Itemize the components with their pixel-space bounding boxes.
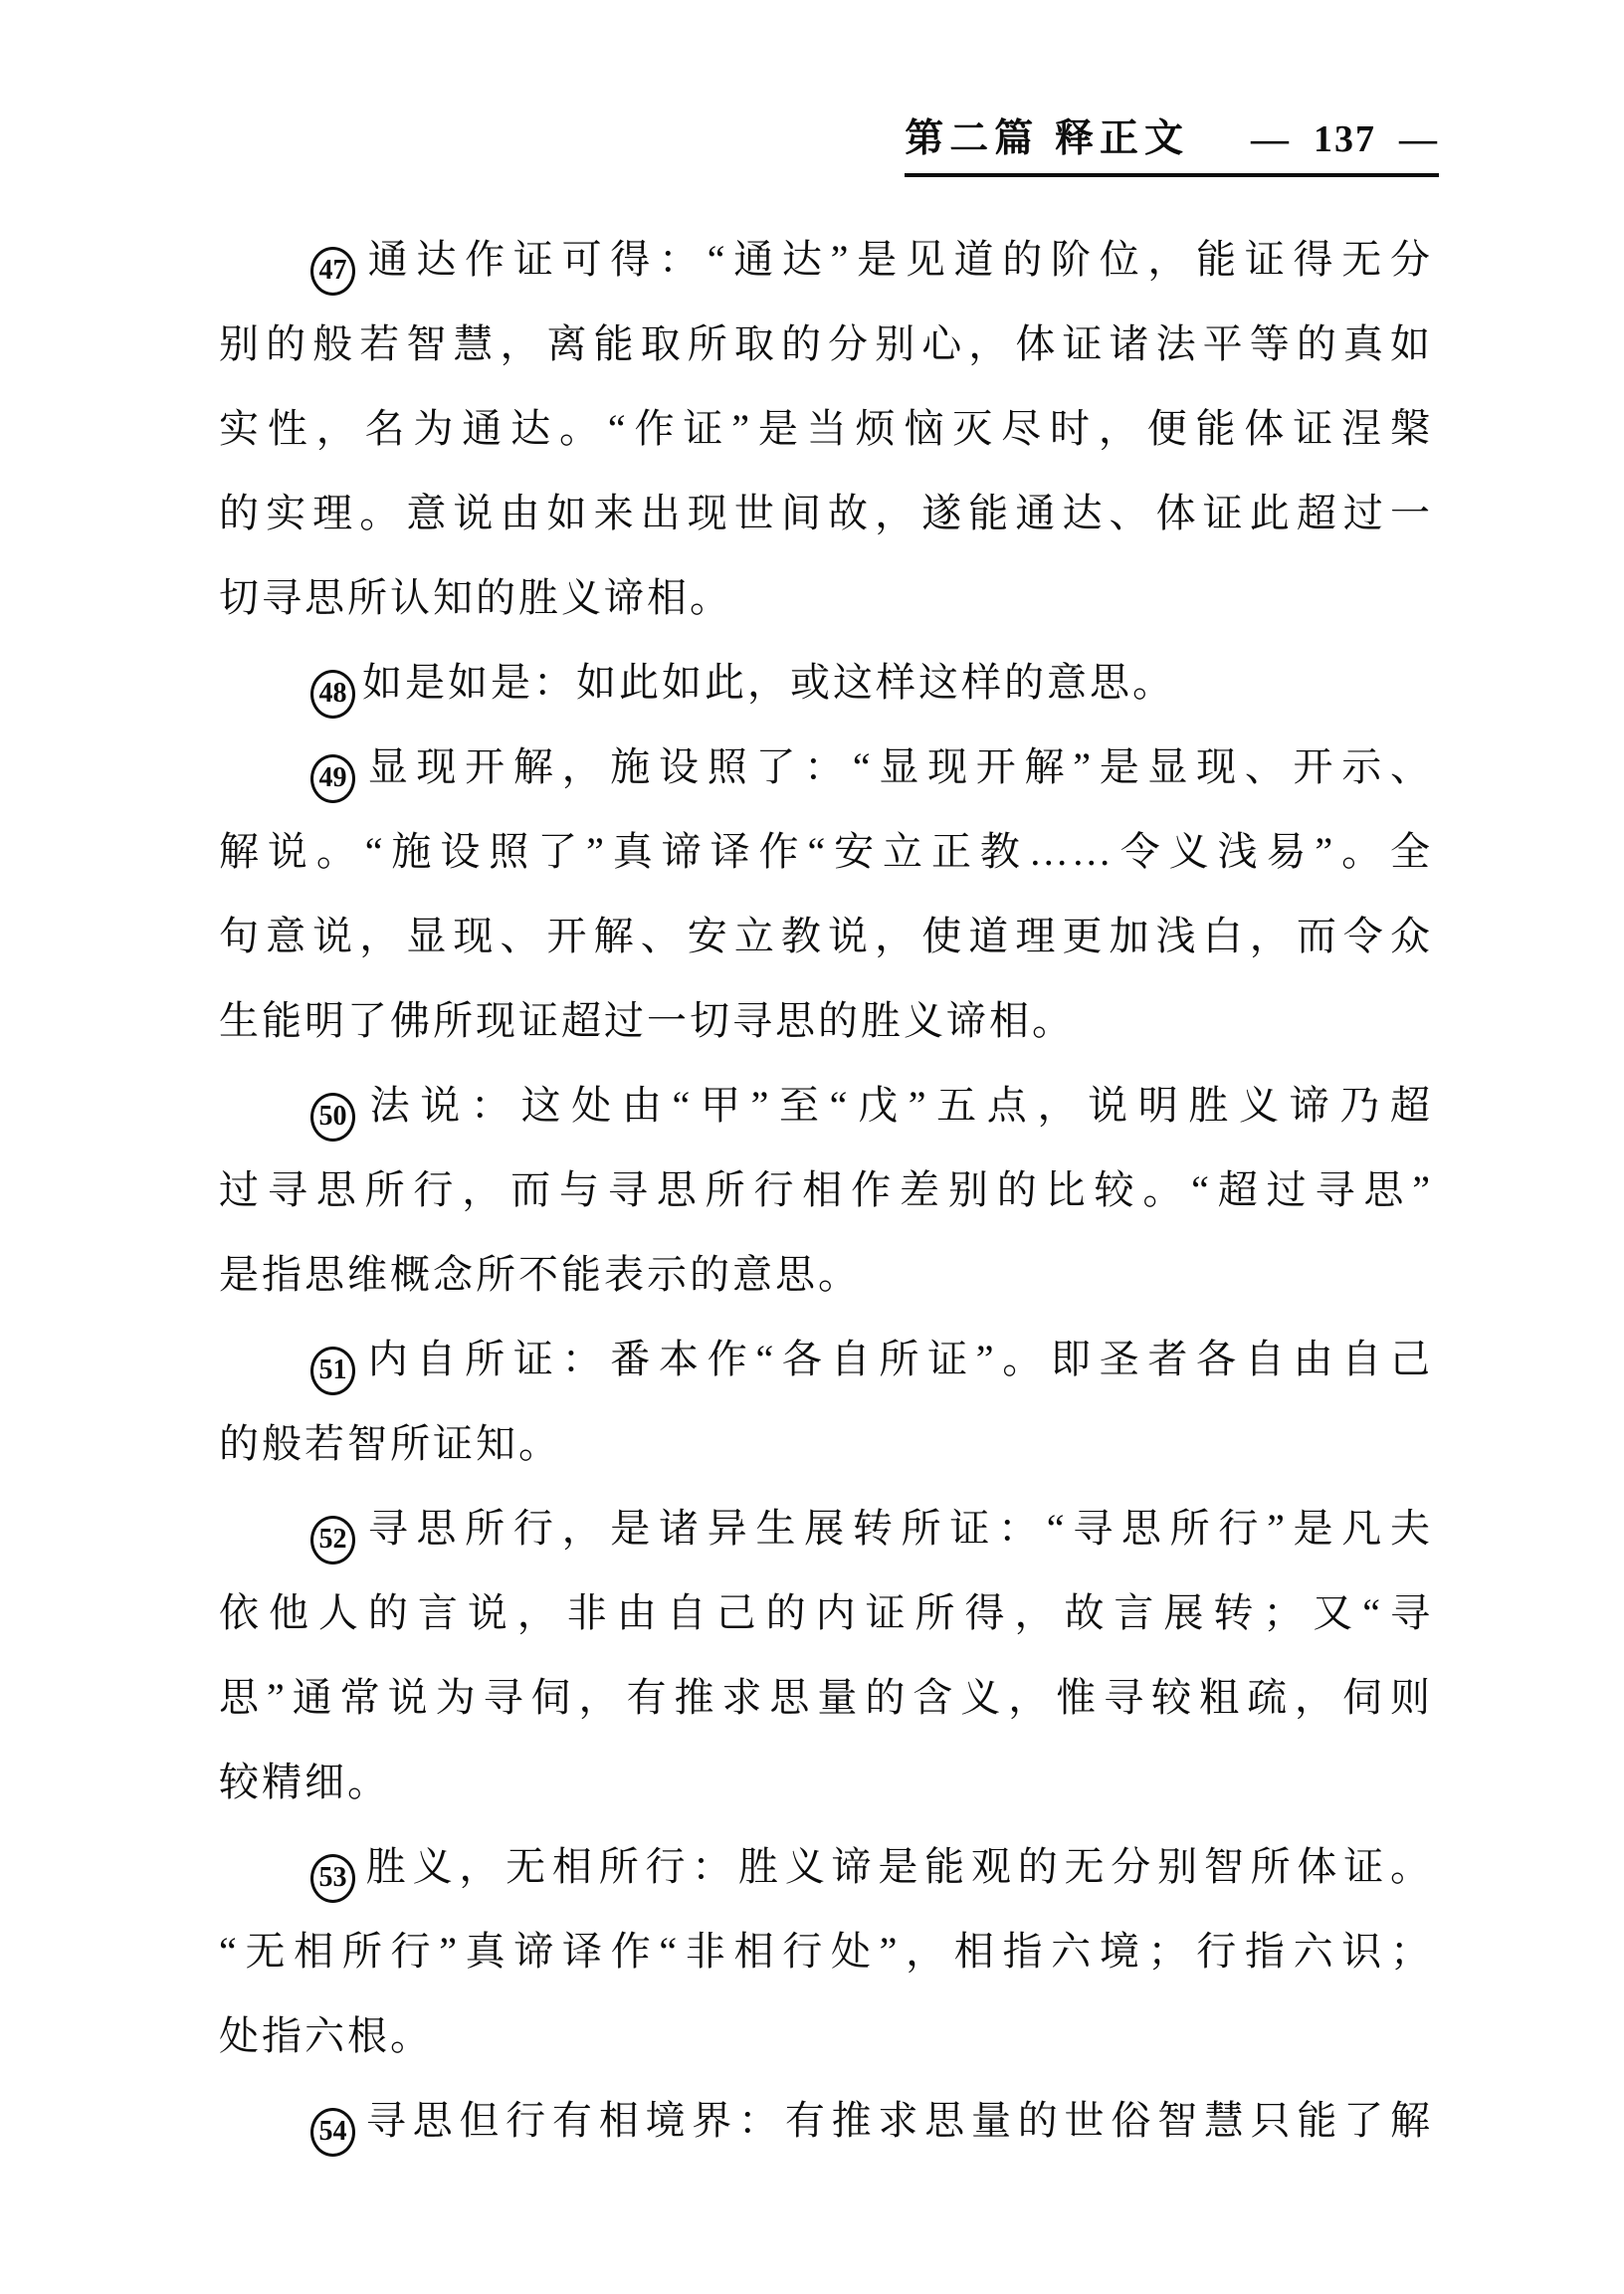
text-line: 是指思维概念所不能表示的意思。 — [219, 1252, 861, 1297]
text-line: 较精细。 — [219, 1760, 390, 1804]
circled-number: 49 — [310, 754, 355, 803]
text-line: 53 胜义，无相所行：胜义谛是能观的无分别智所体证。 — [219, 1824, 1433, 1909]
text-line: 处指六根。 — [219, 2013, 433, 2058]
text-line: 实性，名为通达。“作证”是当烦恼灭尽时，便能体证涅槃 — [219, 406, 1433, 451]
text-line: 54 寻思但行有相境界：有推求思量的世俗智慧只能了解 — [219, 2078, 1433, 2163]
header-section-title: 第二篇 释正文 — [905, 117, 1189, 160]
text-line: 依他人的言说，非由自己的内证所得，故言展转；又“寻 — [219, 1590, 1433, 1635]
text-line: 别的般若智慧，离能取所取的分别心，体证诸法平等的真如 — [219, 321, 1433, 366]
text-line: 47 通达作证可得：“通达”是见道的阶位，能证得无分 — [219, 217, 1433, 302]
text-line: 句意说，显现、开解、安立教说，使道理更加浅白，而令众 — [219, 914, 1433, 958]
header-page-number: — 137 — — [1251, 118, 1439, 160]
text-line: 过寻思所行，而与寻思所行相作差别的比较。“超过寻思” — [219, 1167, 1433, 1212]
circled-number: 47 — [310, 247, 355, 296]
text-line: 解说。“施设照了”真谛译作“安立正教……令义浅易”。全 — [219, 829, 1433, 874]
text-line: 生能明了佛所现证超过一切寻思的胜义谛相。 — [219, 998, 1075, 1043]
page-header — [905, 107, 1439, 177]
circled-number: 52 — [310, 1516, 355, 1564]
circled-number: 53 — [310, 1854, 355, 1903]
text-line: 的实理。意说由如来出现世间故，遂能通达、体证此超过一 — [219, 491, 1433, 535]
text-line: 49 显现开解，施设照了：“显现开解”是显现、开示、 — [219, 725, 1433, 809]
text-block — [219, 217, 1433, 2163]
text-line: 切寻思所认知的胜义谛相。 — [219, 575, 732, 620]
text-line: 48 如是如是：如此如此，或这样这样的意思。 — [219, 640, 1433, 725]
circled-number: 48 — [310, 670, 355, 719]
circled-number: 50 — [310, 1093, 355, 1142]
circled-number: 51 — [310, 1347, 355, 1395]
text-line: 52 寻思所行，是诸异生展转所证：“寻思所行”是凡夫 — [219, 1486, 1433, 1570]
text-line: 的般若智所证知。 — [219, 1421, 561, 1466]
text-line: 思”通常说为寻伺，有推求思量的含义，惟寻较粗疏，伺则 — [219, 1675, 1433, 1720]
text-line: 51 内自所证：番本作“各自所证”。即圣者各自由自己 — [219, 1317, 1433, 1401]
text-line: 50 法说：这处由“甲”至“戊”五点，说明胜义谛乃超 — [219, 1063, 1433, 1147]
text-line: “无相所行”真谛译作“非相行处”，相指六境；行指六识； — [219, 1929, 1433, 1974]
circled-number: 54 — [310, 2108, 355, 2157]
